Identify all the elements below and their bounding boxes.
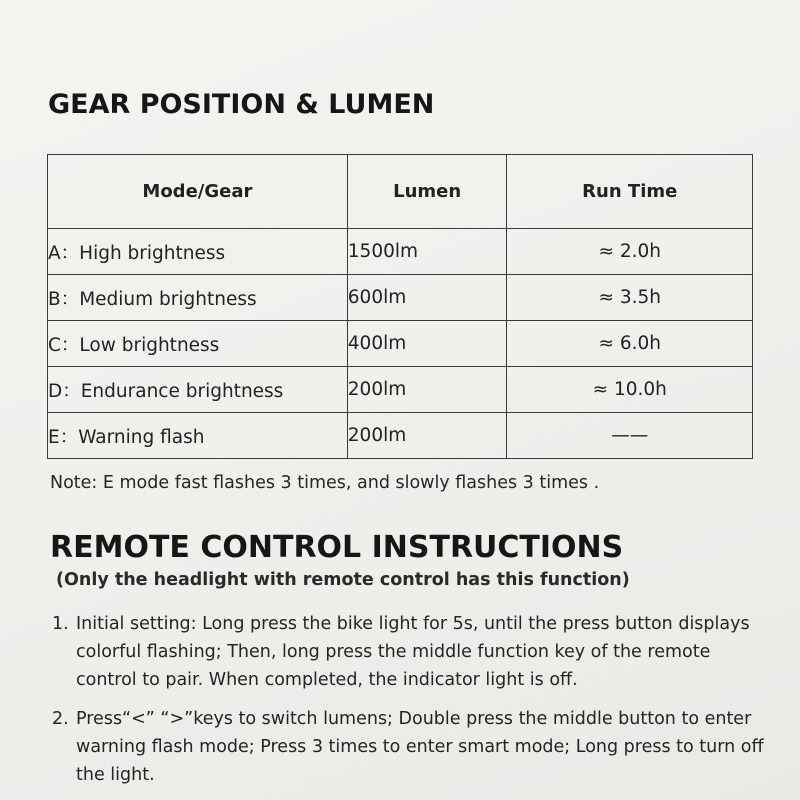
table-header-row: [48, 155, 753, 229]
gear-section-title: GEAR POSITION & LUMEN: [48, 89, 435, 120]
mode-cell: E：Warning flash: [48, 413, 348, 459]
mode-cell: D：Endurance brightness: [48, 367, 348, 413]
mode-cell: C：Low brightness: [48, 321, 348, 367]
run-time-cell: ——: [507, 413, 753, 459]
lumen-cell: 200lm: [347, 367, 507, 413]
mode-cell: A：High brightness: [48, 229, 348, 275]
instruction-item: [52, 610, 772, 694]
remote-section-subtitle: (Only the headlight with remote control has this function): [56, 570, 630, 590]
instruction-item: [52, 705, 772, 789]
table-row: [48, 275, 753, 321]
lumen-cell: 1500lm: [347, 229, 507, 275]
remote-section-title: REMOTE CONTROL INSTRUCTIONS: [50, 530, 624, 565]
run-time-cell: ≈ 6.0h: [507, 321, 753, 367]
lumen-cell: 200lm: [347, 413, 507, 459]
table-row: [48, 367, 753, 413]
gear-table: [47, 154, 753, 459]
header-mode-gear: Mode/Gear: [48, 155, 348, 229]
instruction-number: 1.: [52, 614, 69, 634]
lumen-cell: 600lm: [347, 275, 507, 321]
header-run-time: Run Time: [507, 155, 753, 229]
run-time-cell: ≈ 2.0h: [507, 229, 753, 275]
run-time-cell: ≈ 10.0h: [507, 367, 753, 413]
table-row: [48, 413, 753, 459]
note-text: Note: E mode fast flashes 3 times, and slowly flashes 3 times .: [50, 473, 600, 493]
table-row: [48, 229, 753, 275]
instruction-text: Press“<” “>”keys to switch lumens; Double press the middle button to enter warning flash mode; Press 3 times to enter smart mode; Long press to turn off the light.: [76, 709, 764, 785]
header-lumen: Lumen: [347, 155, 507, 229]
instruction-text: Initial setting: Long press the bike light for 5s, until the press button displays colorful flashing; Then, long press the middle function key of the remote control to pair. When completed, the indicator light is off.: [76, 614, 750, 690]
table-row: [48, 321, 753, 367]
instruction-number: 2.: [52, 709, 69, 729]
mode-cell: B：Medium brightness: [48, 275, 348, 321]
run-time-cell: ≈ 3.5h: [507, 275, 753, 321]
lumen-cell: 400lm: [347, 321, 507, 367]
